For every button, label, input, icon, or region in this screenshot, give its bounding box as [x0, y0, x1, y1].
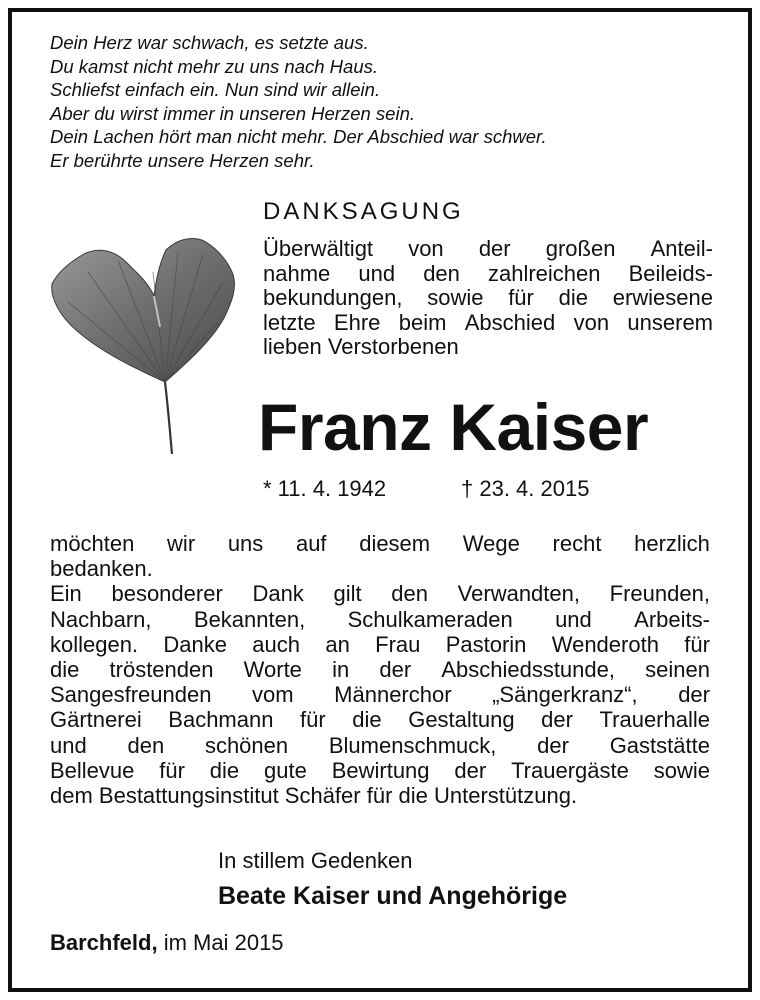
place-name: Barchfeld,: [50, 930, 158, 955]
publication-date: im Mai 2015: [157, 930, 284, 955]
poem-line: Schliefst einfach ein. Nun sind wir allein.: [50, 79, 381, 101]
thanks-text: [50, 531, 710, 808]
in-memory-line: In stillem Gedenken: [218, 848, 413, 873]
text-line: Nachbarn, Bekannten, Schulkameraden und Arbeits-: [50, 606, 710, 632]
death-date: † 23. 4. 2015: [461, 476, 590, 501]
intro-text: [263, 237, 713, 360]
text-line: Gärtnerei Bachmann für die Gestaltung der Trauerhalle: [50, 707, 710, 733]
text-line: die tröstenden Worte in der Abschiedsstunde, seinen: [50, 657, 710, 683]
text-line: nahme und den zahlreichen Beileids-: [263, 260, 713, 286]
memorial-poem: [50, 31, 710, 173]
text-line: bekundungen, sowie für die erwiesene: [263, 285, 713, 310]
place-date: [50, 930, 284, 956]
poem-line: Dein Herz war schwach, es setzte aus.: [50, 32, 369, 53]
text-line: möchten wir uns auf diesem Wege recht herzlich: [50, 531, 710, 556]
deceased-name: Franz Kaiser: [258, 390, 649, 464]
poem-line: Dein Lachen hört man nicht mehr. Der Abschied war schwer.: [50, 126, 547, 148]
text-line: Ein besonderer Dank gilt den Verwandten, Freunden,: [50, 581, 710, 607]
text-line: Bellevue für die gute Bewirtung der Trauergäste sowie: [50, 757, 710, 783]
birth-date: * 11. 4. 1942: [263, 476, 387, 501]
text-line: lieben Verstorbenen: [263, 334, 459, 359]
text-line: Überwältigt von der großen Anteil-: [263, 236, 713, 261]
text-line: kollegen. Danke auch an Frau Pastorin Wenderoth für: [50, 631, 710, 657]
ginkgo-leaf-image: [48, 232, 238, 457]
family-signature: Beate Kaiser und Angehörige: [218, 882, 568, 910]
heading-danksagung: DANKSAGUNG: [263, 198, 464, 225]
poem-line: Aber du wirst immer in unseren Herzen sein.: [50, 102, 416, 124]
life-dates: [263, 476, 589, 502]
text-line: Sangesfreunden vom Männerchor „Sängerkranz“, der: [50, 682, 710, 708]
text-line: bedanken.: [50, 556, 153, 582]
poem-line: Du kamst nicht mehr zu uns nach Haus.: [50, 55, 379, 77]
text-line: und den schönen Blumenschmuck, der Gaststätte: [50, 732, 710, 758]
text-line: dem Bestattungsinstitut Schäfer für die Unterstützung.: [50, 783, 578, 809]
text-line: letzte Ehre beim Abschied von unserem: [263, 309, 713, 335]
poem-line: Er berührte unsere Herzen sehr.: [50, 149, 315, 171]
